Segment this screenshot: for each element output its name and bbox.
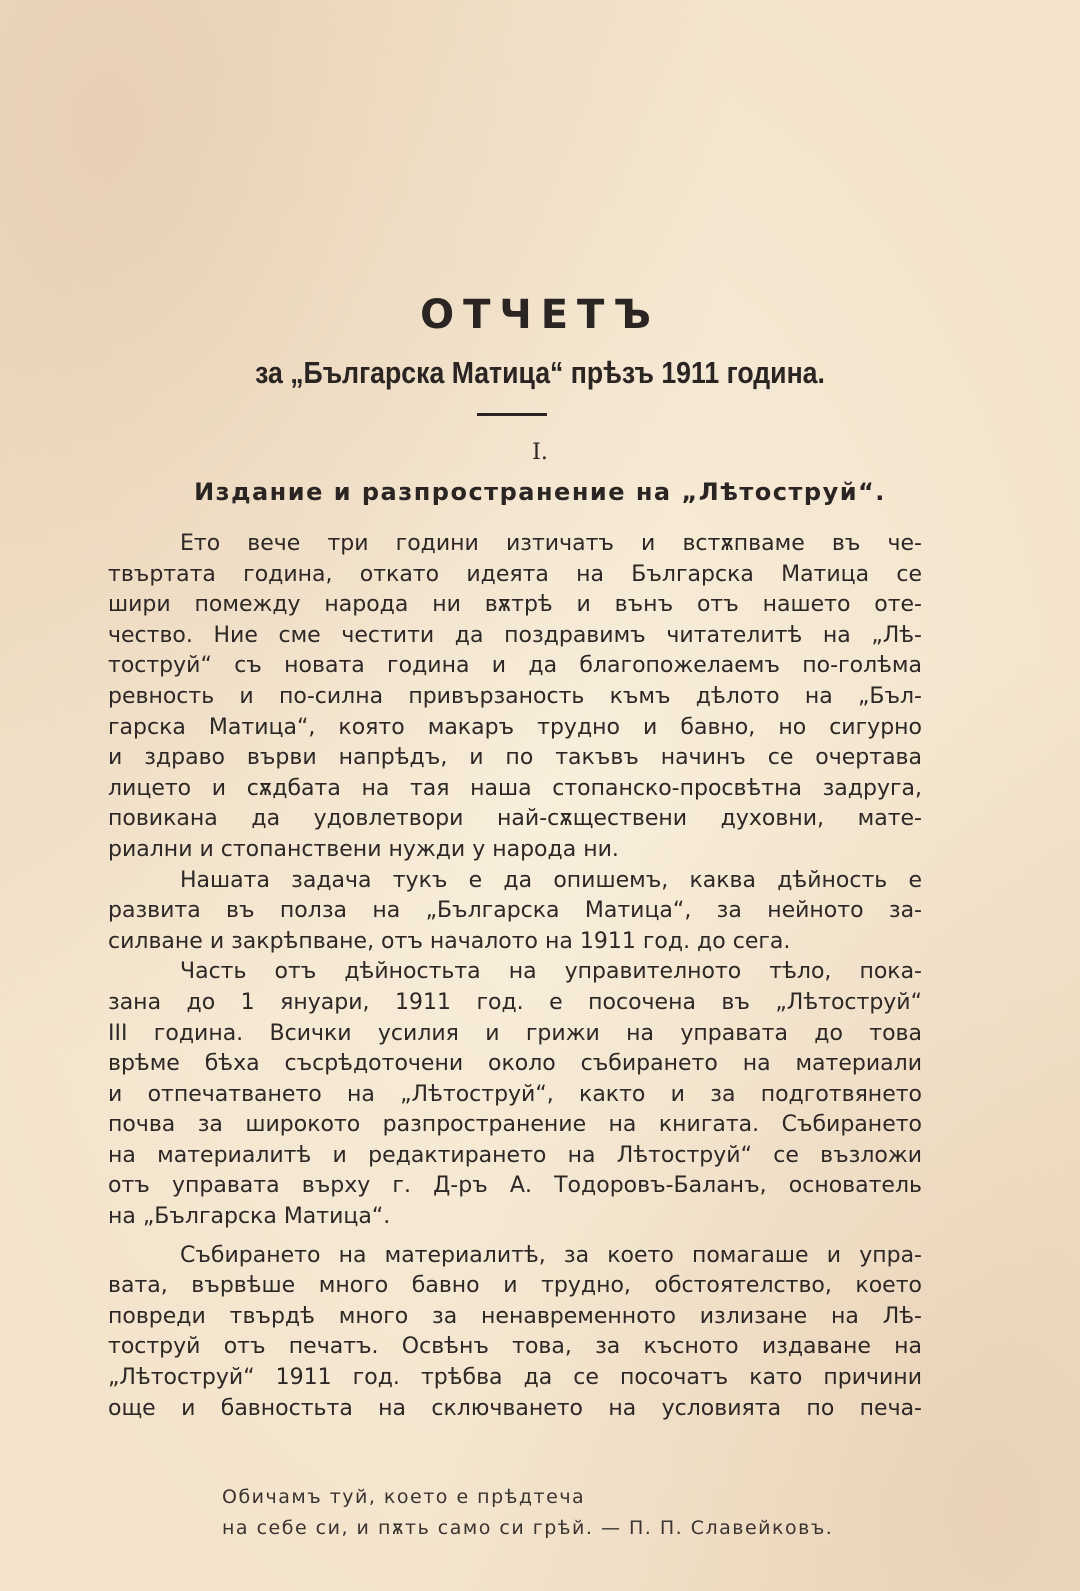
text-line: отъ управата върху г. Д-ръ А. Тодоровъ-Баланъ, основатель [108,1173,922,1199]
text-line: тоструй отъ печатъ. Освѣнъ това, за късното издаване на [108,1334,922,1360]
paragraph-4 [108,1241,922,1425]
paragraph-1 [108,529,922,866]
section-title: Издание и разпространение на „Лѣтоструй“. [194,478,886,506]
text-line: развита въ полза на „Българска Матица“, за нейното за- [108,898,922,924]
text-line: лицето и сѫдбата на тая наша стопанско-просвѣтна задруга, [108,775,922,801]
paragraph-3 [108,957,922,1232]
paragraph-gap [108,1233,922,1241]
text-line: и здраво върви напрѣдъ, и по такъвъ начинъ се очертава [108,745,922,771]
text-line: повикана да удовлетвори най-сѫществени духовни, мате- [108,806,922,832]
text-line: гарска Матица“, която макаръ трудно и бавно, но сигурно [108,714,922,740]
text-line: тоструй“ съ новата година и да благопожелаемъ по-голѣма [108,653,922,679]
text-line: шири помежду народа ни вѫтрѣ и вънъ отъ нашето оте- [108,592,922,618]
title-divider [477,413,547,416]
text-line: и отпечатването на „Лѣтоструй“, както и за подготвянето [108,1081,922,1107]
epigraph [222,1482,833,1544]
section-number: I. [532,440,548,465]
text-line: чество. Ние сме честити да поздравимъ читателитѣ на „Лѣ- [108,622,922,648]
text-line: III година. Всички усилия и грижи на управата до това [108,1020,922,1046]
text-line: зана до 1 януари, 1911 год. е посочена въ „Лѣтоструй“ [108,989,922,1015]
report-title: ОТЧЕТЪ [420,292,660,338]
text-line: врѣме бѣха съсрѣдоточени около събирането на материали [108,1051,922,1077]
text-line: Нашата задача тукъ е да опишемъ, каква дѣйность е [180,867,922,893]
text-line: твъртата година, откато идеята на Българска Матица се [108,561,922,587]
epigraph-line-1: Обичамъ туй, което е прѣдтеча [222,1486,586,1508]
text-line: още и бавностьта на сключването на условията по печа- [108,1395,922,1421]
text-line: Часть отъ дѣйностьта на управителното тѣло, пока- [180,959,922,985]
text-line: повреди твърдѣ много за ненавременното излизане на Лѣ- [108,1303,922,1329]
paragraph-2 [108,866,922,958]
text-line: на „Българска Матица“. [108,1204,391,1230]
epigraph-line-2: на себе си, и пѫть само си грѣй. — П. П. Славейковъ. [222,1517,834,1539]
text-line: Ето вече три години изтичатъ и встѫпваме въ че- [180,531,922,556]
text-line: ревность и по-силна привързаность къмъ дѣлото на „Бъл- [108,683,922,709]
report-subtitle: за „Българска Матица“ прѣзъ 1911 година. [255,355,825,390]
text-line: на материалитѣ и редактирането на Лѣтоструй“ се възложи [108,1142,922,1168]
text-line: „Лѣтоструй“ 1911 год. трѣбва да се посочатъ като причини [108,1365,922,1391]
text-line: риални и стопанствени нужди у народа ни. [108,836,619,862]
text-line: почва за широкото разпространение на книгата. Събирането [108,1112,922,1138]
text-line: силване и закрѣпване, отъ началото на 1911 год. до сега. [108,928,791,954]
text-line: вата, вървѣше много бавно и трудно, обстоятелство, което [108,1273,922,1299]
body-text [108,529,922,1424]
text-line: Събирането на материалитѣ, за което помагаше и упра- [180,1242,922,1268]
